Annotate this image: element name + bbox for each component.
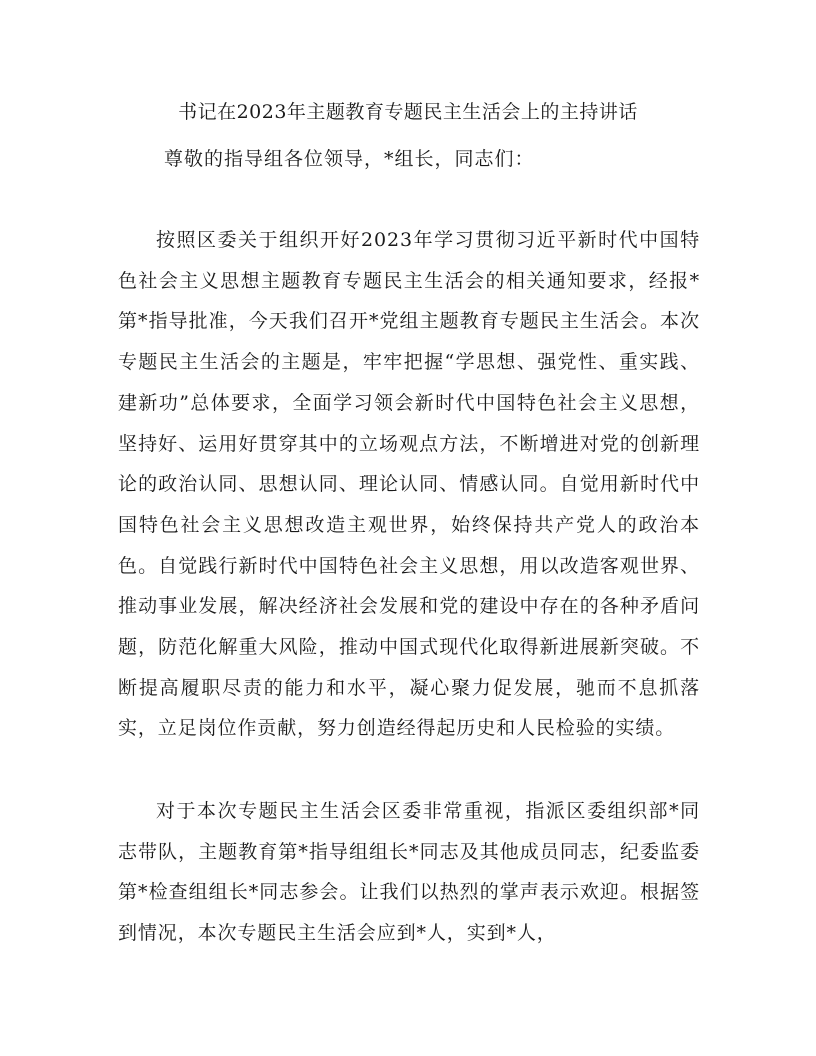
paragraph-opening: 按照区委关于组织开好2023年学习贯彻习近平新时代中国特色社会主义思想主题教育专题民主生活会的相关通知要求，经报*第*指导批准，今天我们召开*党组主题教育专题民主生活会。本次专题民主生活会的主题是，牢牢把握“学思想、强党性、重实践、建新功”总体要求，全面学习领会新时代中国特色社会主义思想，坚持好、运用好贯穿其中的立场观点方法，不断增进对党的创新理论的政治认同、思想认同、理论认同、情感认同。自觉用新时代中国特色社会主义思想改造主观世界，始终保持共产党人的政治本色。自觉践行新时代中国特色社会主义思想，用以改造客观世界、推动事业发展，解决经济社会发展和党的建设中存在的各种矛盾问题，防范化解重大风险，推动中国式现代化取得新进展新突破。不断提高履职尽责的能力和水平，凝心聚力促发展，驰而不息抓落实，立足岗位作贡献，努力创造经得起历史和人民检验的实绩。 <box>118 229 700 740</box>
paragraph-attendance: 对于本次专题民主生活会区委非常重视，指派区委组织部*同志带队，主题教育第*指导组组长*同志及其他成员同志，纪委监委第*检查组组长*同志参会。让我们以热烈的掌声表示欢迎。根据签到情况，本次专题民主生活会应到*人，实到*人， <box>118 800 700 945</box>
greeting-line: 尊敬的指导组各位领导，*组长，同志们： <box>164 148 535 170</box>
document-title: 书记在2023年主题教育专题民主生活会上的主持讲话 <box>178 101 638 123</box>
